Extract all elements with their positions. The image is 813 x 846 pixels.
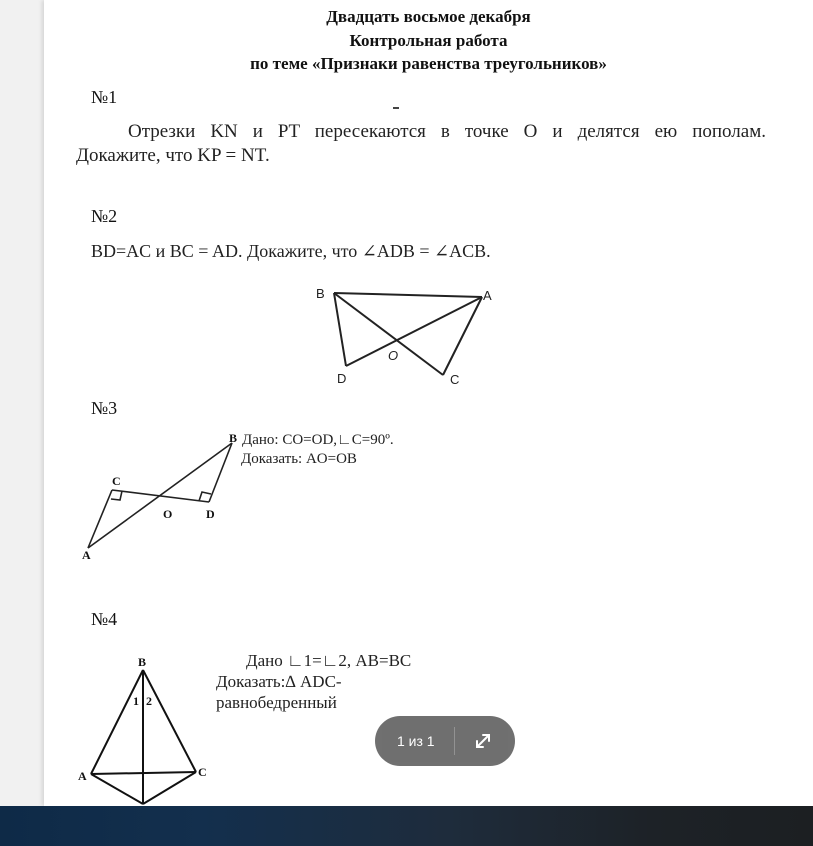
task1-text-line2: Докажите, что KP = NT. <box>76 145 270 166</box>
segment-bc <box>143 670 196 772</box>
label-b: B <box>229 431 238 445</box>
task4-figure <box>76 652 216 806</box>
segment-cd <box>112 490 209 502</box>
task4-prove-line2: равнобедренный <box>216 693 337 712</box>
segment-ad <box>91 774 143 804</box>
stray-mark <box>393 107 399 109</box>
segment-ba <box>334 293 482 297</box>
segment-bd <box>334 293 346 366</box>
task4-prove-line1: Доказать:∆ ADC- <box>216 672 342 691</box>
label-b: B <box>138 655 147 669</box>
title-work: Контрольная работа <box>349 31 508 50</box>
segment-cd <box>143 772 196 804</box>
task3-prove: Доказать: AO=OB <box>241 451 357 467</box>
label-angle-2: 2 <box>146 694 152 708</box>
task4-given: Дано ∟1=∟2, AB=BC <box>246 651 412 670</box>
task2-text: BD=AC и BC = AD. Докажите, что ∠ADB = ∠ACB. <box>91 241 491 261</box>
right-angle-c <box>111 491 122 500</box>
task2-figure <box>300 278 510 393</box>
label-b: B <box>316 286 325 301</box>
label-c: C <box>198 765 207 779</box>
task2-number: №2 <box>91 206 118 226</box>
label-c: C <box>112 474 121 488</box>
taskbar <box>0 806 813 846</box>
expand-button[interactable] <box>468 726 498 756</box>
label-o: O <box>388 348 399 363</box>
task3-figure <box>78 428 253 563</box>
task1-number: №1 <box>91 87 118 107</box>
label-angle-1: 1 <box>133 694 139 708</box>
label-a: A <box>483 288 492 303</box>
task3-given: Дано: CO=OD,∟C=90º. <box>242 432 394 448</box>
label-o: O <box>163 507 173 521</box>
label-a: A <box>78 769 87 783</box>
viewer-controls <box>375 716 515 766</box>
label-c: C <box>450 372 460 387</box>
divider <box>454 727 455 755</box>
label-a: A <box>82 548 91 562</box>
label-d: D <box>206 507 215 521</box>
title-date: Двадцать восьмое декабря <box>326 7 531 26</box>
segment-ab <box>91 670 143 774</box>
page-counter: 1 из 1 <box>397 733 435 749</box>
segment-ac <box>443 297 482 375</box>
segment-ad <box>346 297 482 366</box>
task4-number: №4 <box>91 609 118 629</box>
task1-text-line1: Отрезки KN и PT пересекаются в точке O и делятся ею пополам. <box>128 121 766 142</box>
label-d: D <box>337 371 347 386</box>
title-topic: по теме «Признаки равенства треугольников» <box>250 54 607 73</box>
task3-number: №3 <box>91 398 118 418</box>
expand-icon <box>468 726 498 756</box>
